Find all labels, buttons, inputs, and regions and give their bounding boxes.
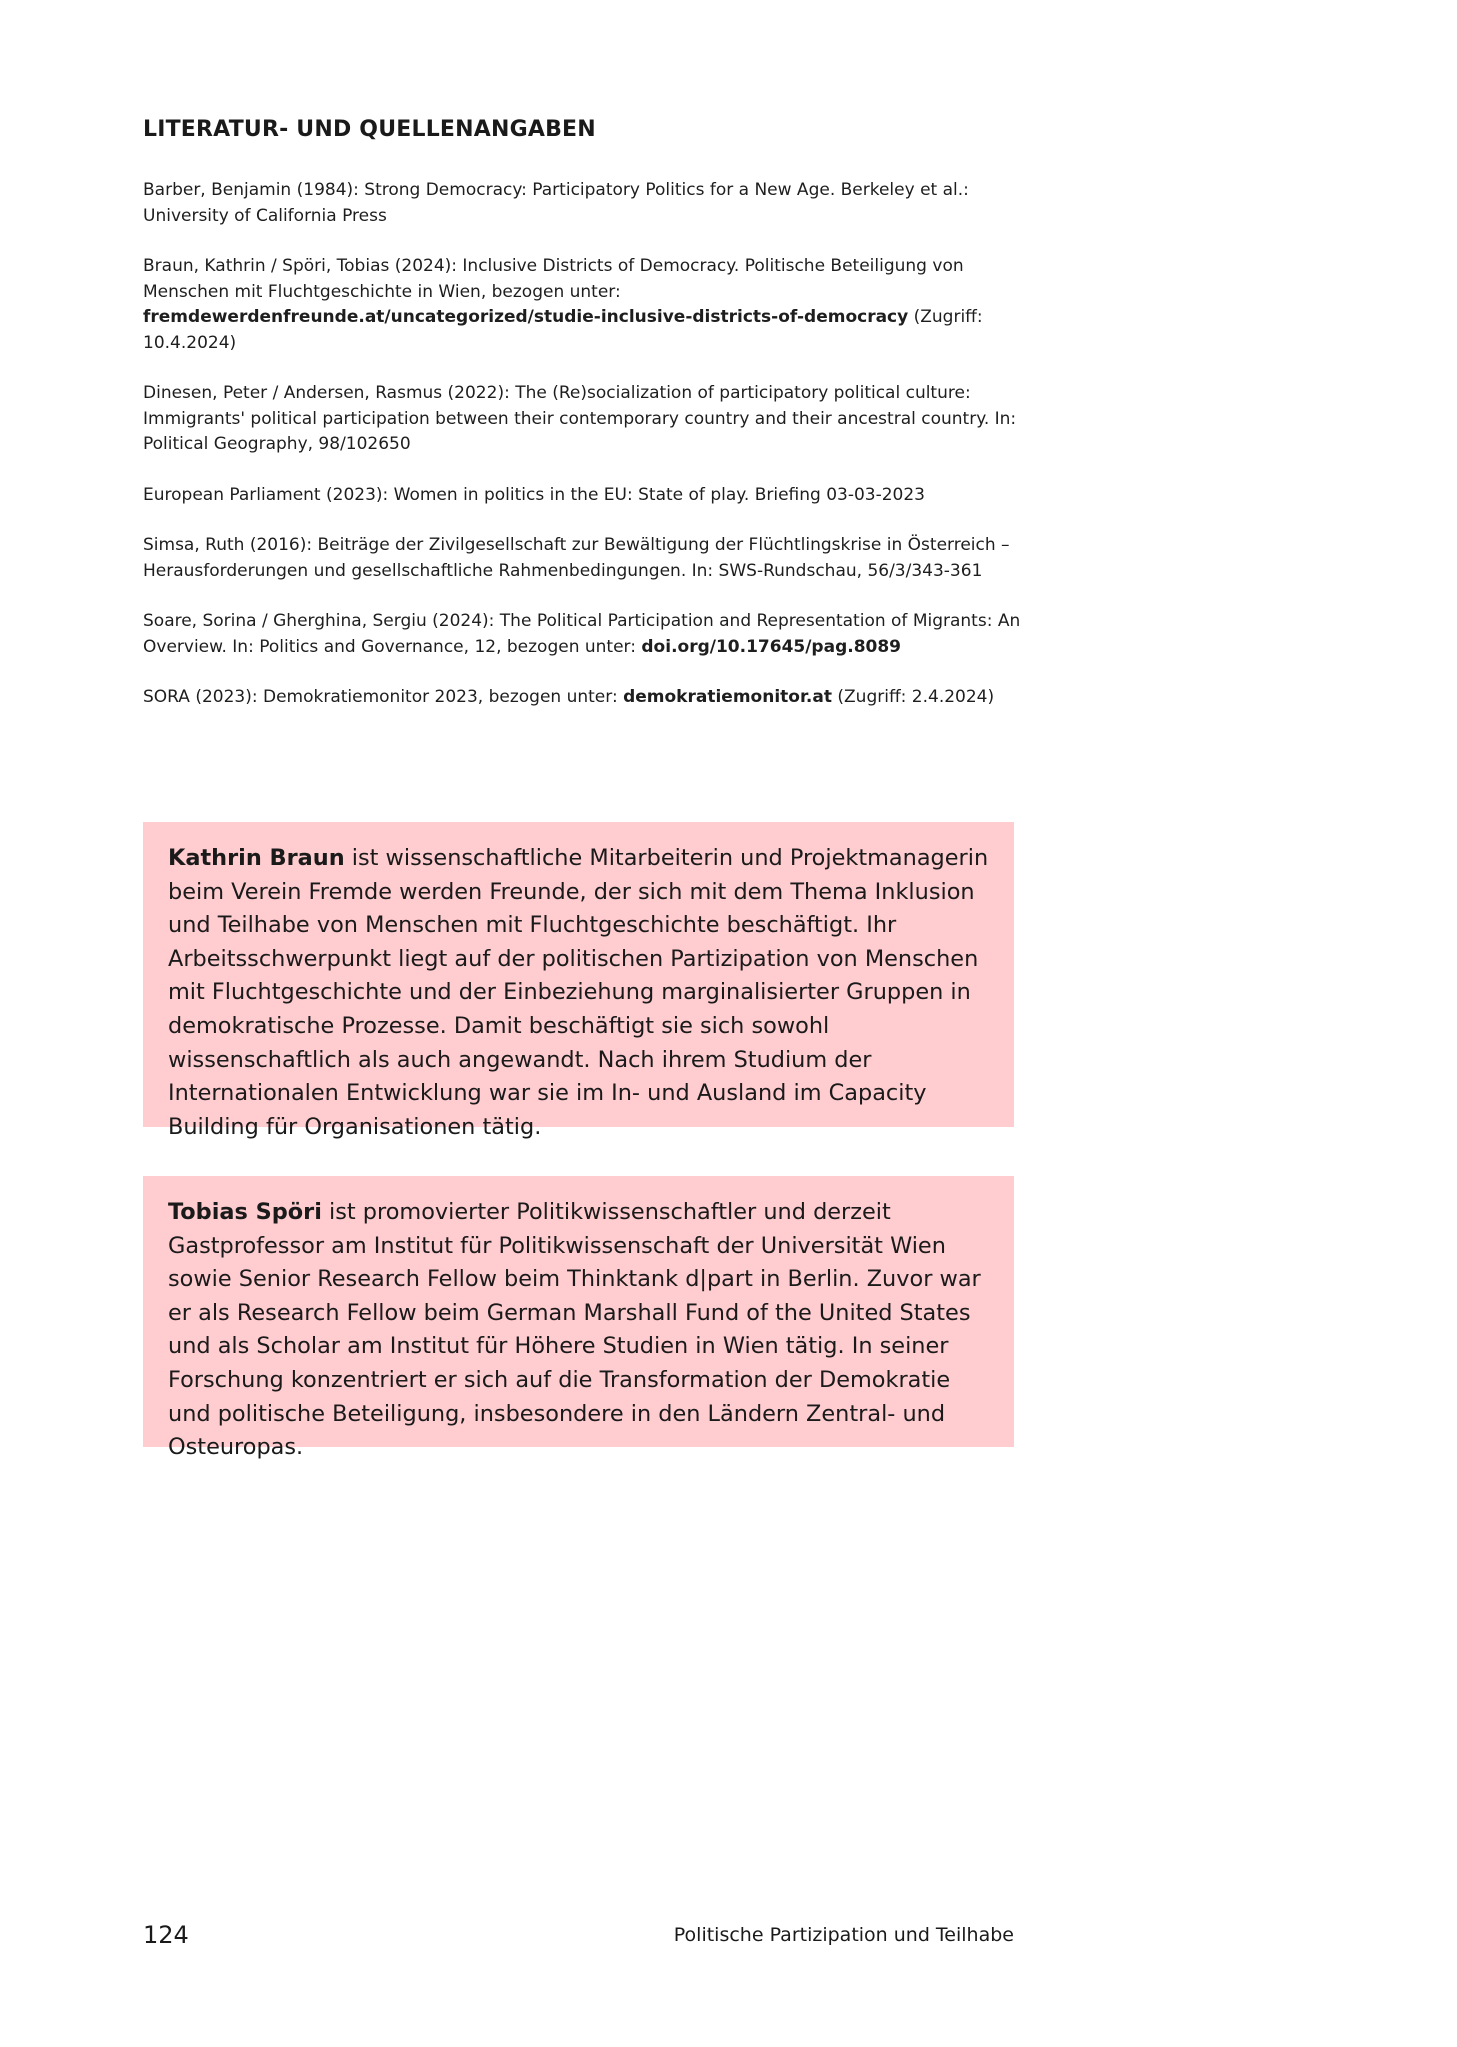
- running-footer-title: Politische Partizipation und Teilhabe: [673, 1924, 1014, 1946]
- author-name: Tobias Spöri: [168, 1199, 322, 1225]
- author-name: Kathrin Braun: [168, 845, 345, 871]
- reference-item: Braun, Kathrin / Spöri, Tobias (2024): Inclusive Districts of Democracy. Politische Beteiligung von Menschen mit Fluchtgeschichte in Wien, bezogen unter: fremdewerdenfreunde.at/uncategorized/studie-inclusive-districts-of-democracy (Zugriff: 10.4.2024): [143, 256, 983, 353]
- reference-list: [143, 178, 1023, 736]
- author-bio-box: [143, 822, 1014, 1140]
- reference-link[interactable]: fremdewerdenfreunde.at/uncategorized/studie-inclusive-districts-of-democracy: [143, 307, 909, 327]
- author-bio-text: Kathrin Braun ist wissenschaftliche Mitarbeiterin und Projektmanagerin beim Verein Fremde werden Freunde, der sich mit dem Thema Inklusion und Teilhabe von Menschen mit Fluchtgeschichte beschäftigt. Ihr Arbeitsschwerpunkt liegt auf der politischen Partizipation von Menschen mit Fluchtgeschichte und der Einbeziehung marginalisierter Gruppen in demokratische Prozesse. Damit beschäftigt sie sich sowohl wissenschaftlich als auch angewandt. Nach ihrem Studium der Internationalen Entwicklung war sie im In- und Ausland im Capacity Building für Organisationen tätig.: [168, 845, 989, 1140]
- reference-item: Soare, Sorina / Gherghina, Sergiu (2024): The Political Participation and Representation of Migrants: An Overview. In: Politics and Governance, 12, bezogen unter: doi.org/10.17645/pag.8089: [143, 611, 1021, 657]
- section-heading: LITERATUR- UND QUELLENANGABEN: [143, 117, 596, 142]
- page-number: 124: [143, 1921, 189, 1949]
- author-bio-box: [143, 1176, 1014, 1461]
- reference-item: Dinesen, Peter / Andersen, Rasmus (2022): The (Re)socialization of participatory political culture: Immigrants' political participation between their contemporary country and their ancestral country. In: Political Geography, 98/102650: [143, 383, 1017, 454]
- author-bio-text: Tobias Spöri ist promovierter Politikwissenschaftler und derzeit Gastprofessor am Institut für Politikwissenschaft der Universität Wien sowie Senior Research Fellow beim Thinktank d|part in Berlin. Zuvor war er als Research Fellow beim German Marshall Fund of the United States und als Scholar am Institut für Höhere Studien in Wien tätig. In seiner Forschung konzentriert er sich auf die Transformation der Demokratie und politische Beteiligung, insbesondere in den Ländern Zentral- und Osteuropas.: [168, 1199, 981, 1461]
- reference-item: Barber, Benjamin (1984): Strong Democracy: Participatory Politics for a New Age. Berkeley et al.: University of California Press: [143, 180, 969, 226]
- reference-item: SORA (2023): Demokratiemonitor 2023, bezogen unter: demokratiemonitor.at (Zugriff: 2.4.2024): [143, 687, 995, 707]
- reference-item: European Parliament (2023): Women in politics in the EU: State of play. Briefing 03-03-2023: [143, 484, 925, 505]
- reference-link[interactable]: doi.org/10.17645/pag.8089: [641, 636, 902, 657]
- reference-link[interactable]: demokratiemonitor.at: [623, 687, 832, 707]
- reference-item: Simsa, Ruth (2016): Beiträge der Zivilgesellschaft zur Bewältigung der Flüchtlingskrise in Österreich – Herausforderungen und gesellschaftliche Rahmenbedingungen. In: SWS-Rundschau, 56/3/343-361: [143, 535, 1010, 581]
